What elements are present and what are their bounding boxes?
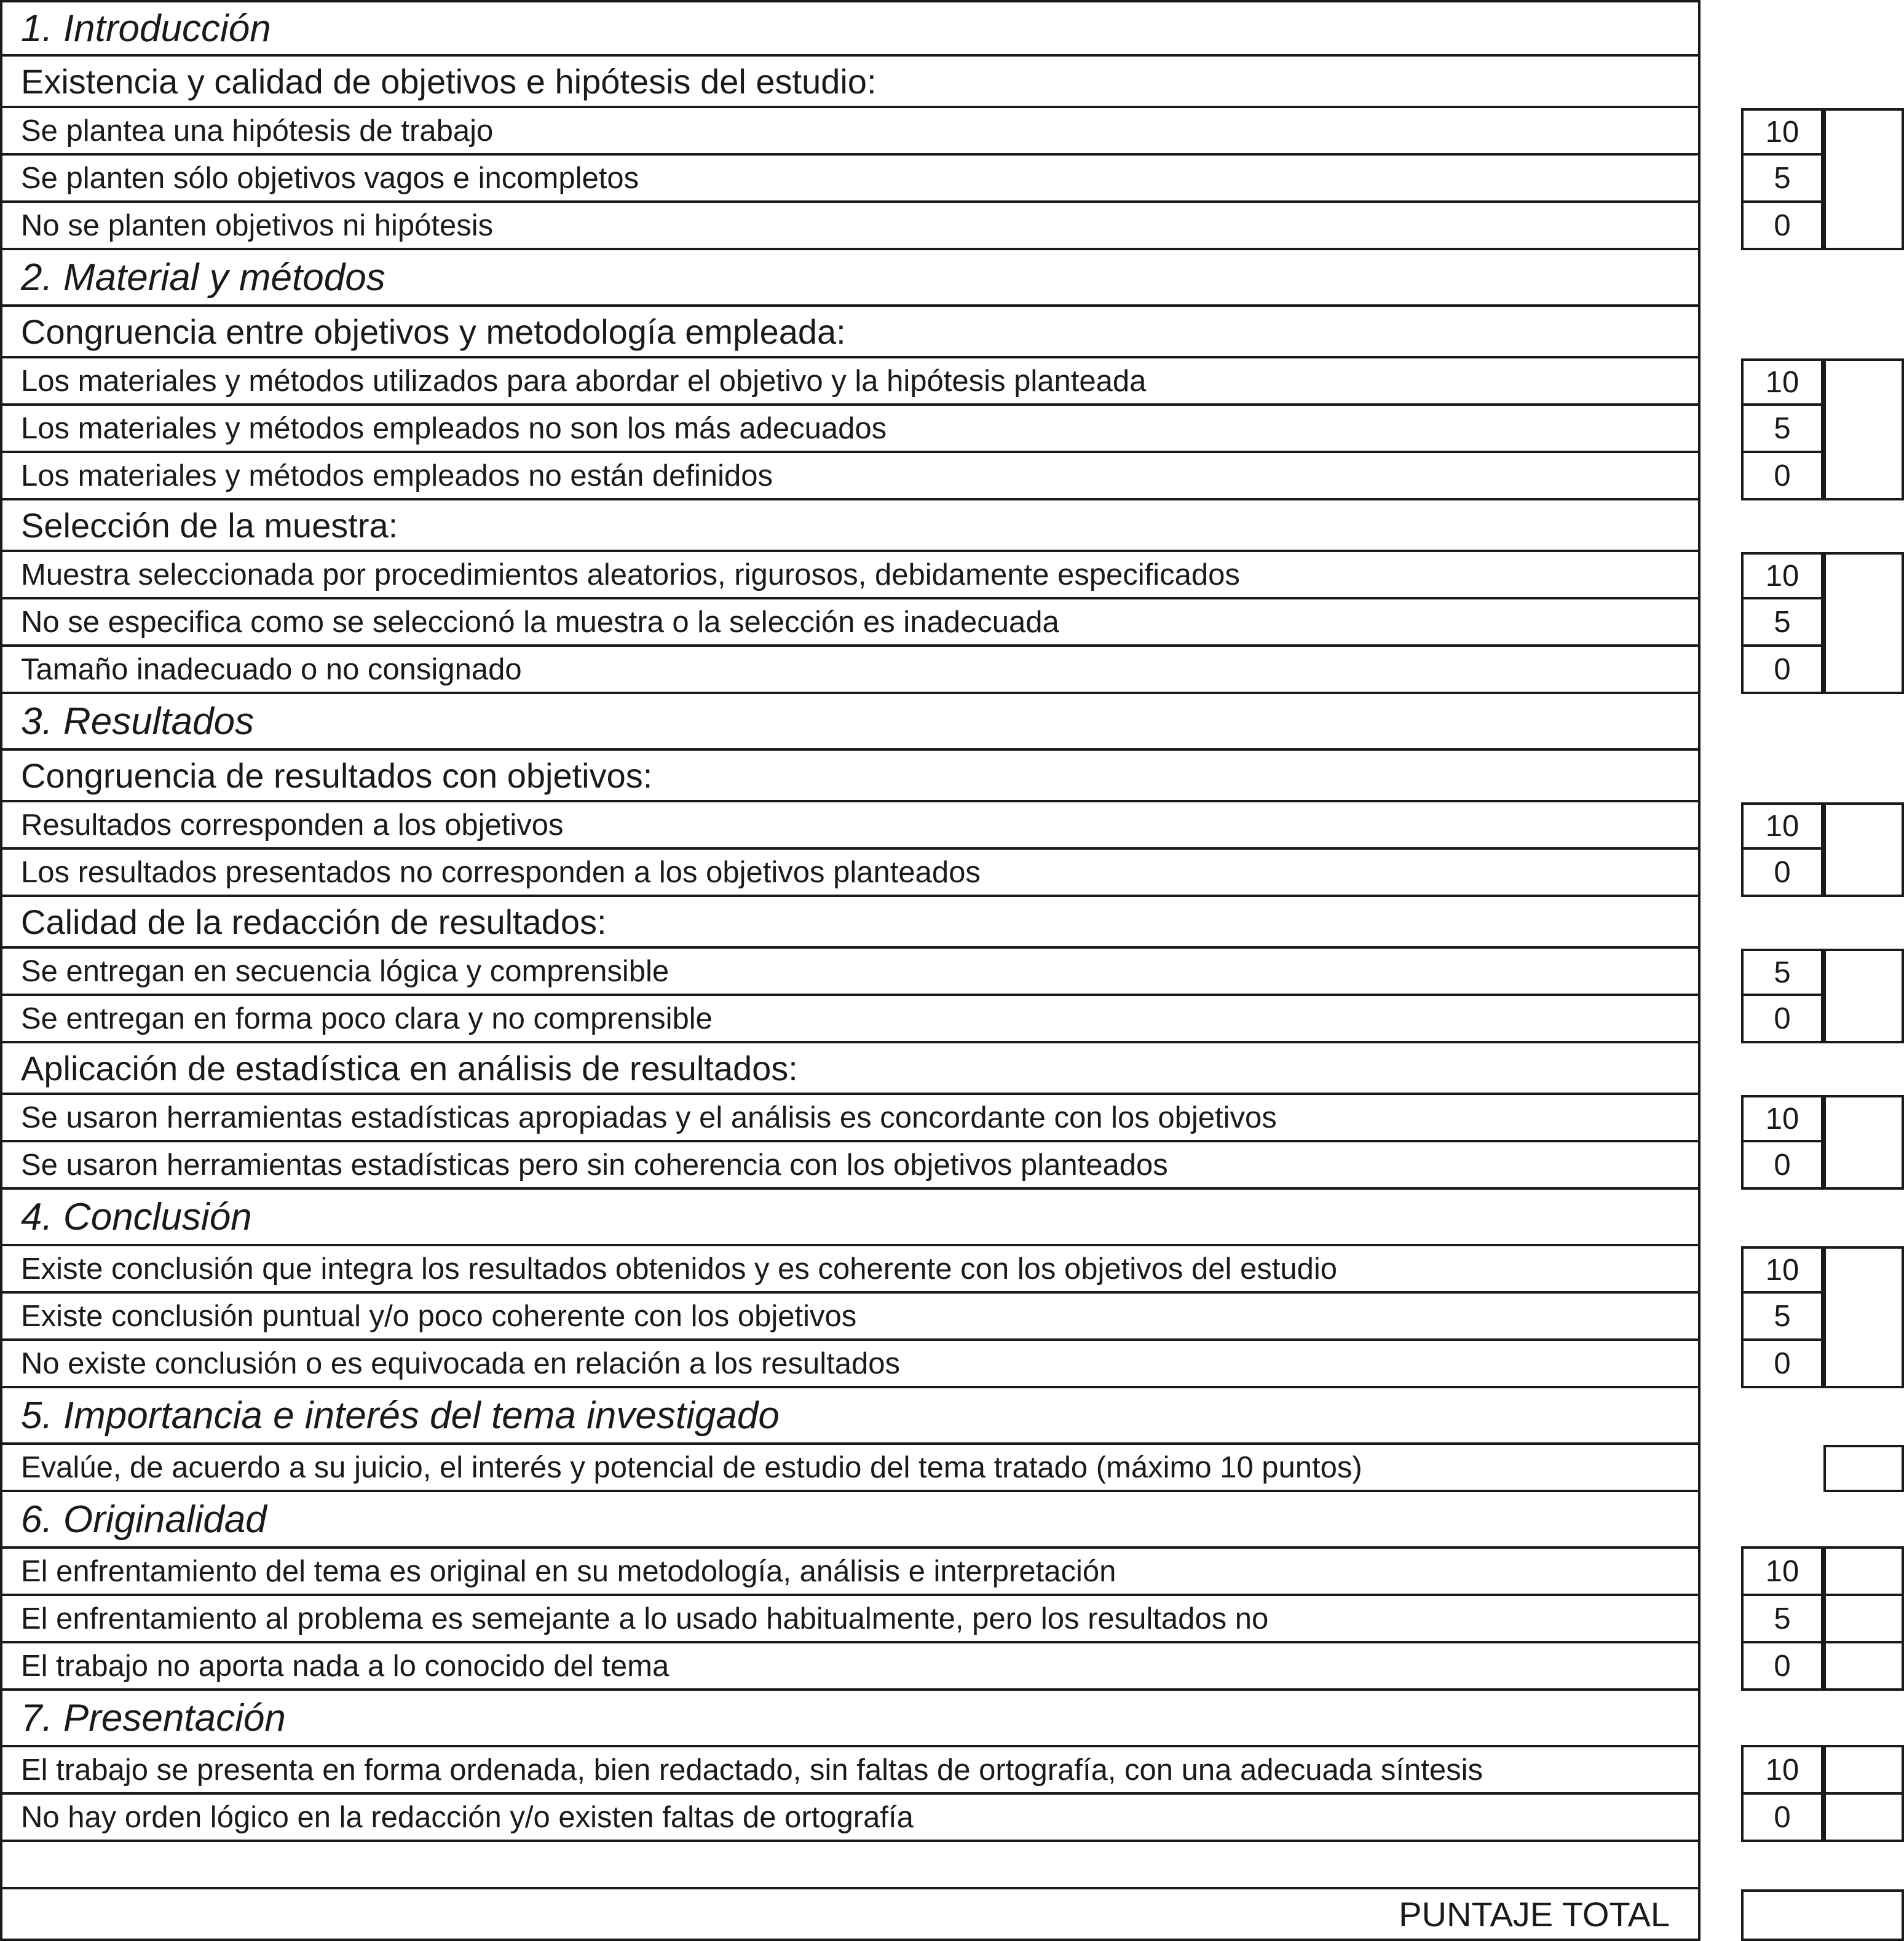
criterion-option-row <box>0 1294 1904 1341</box>
row-text: Existe conclusión que integra los resultados obtenidos y es coherente con los objetivos del estudio <box>21 1252 1337 1286</box>
label-cell <box>0 1792 1701 1842</box>
label-cell <box>0 1338 1701 1388</box>
row-text: Calidad de la redacción de resultados: <box>21 902 607 941</box>
label-cell <box>0 1688 1701 1747</box>
score-value: 10 <box>1741 108 1823 156</box>
row-text: Se usaron herramientas estadísticas apropiadas y el análisis es concordante con los objetivos <box>21 1101 1277 1134</box>
row-text: Congruencia entre objetivos y metodología empleada: <box>21 312 846 351</box>
row-text: 4. Conclusión <box>21 1195 252 1238</box>
row-text: No existe conclusión o es equivocada en relación a los resultados <box>21 1346 901 1380</box>
score-input-box[interactable] <box>1823 949 1904 1043</box>
label-cell <box>0 1291 1701 1341</box>
score-value: 10 <box>1741 1095 1823 1142</box>
section-heading <box>0 1190 1904 1246</box>
label-cell <box>0 1244 1701 1294</box>
label-cell <box>0 946 1701 996</box>
label-cell <box>0 498 1701 552</box>
score-value: 5 <box>1741 403 1823 453</box>
score-input-box[interactable] <box>1823 802 1904 897</box>
criterion-option-row <box>0 1643 1904 1691</box>
label-cell <box>0 200 1701 250</box>
label-cell <box>0 1887 1701 1941</box>
label-cell <box>0 106 1701 156</box>
criterion-heading <box>0 57 1904 108</box>
score-value: 0 <box>1741 1641 1823 1691</box>
blank-row <box>0 1842 1904 1889</box>
criterion-option-row <box>0 996 1904 1043</box>
row-text: Selección de la muestra: <box>21 505 398 545</box>
row-text: El enfrentamiento del tema es original en su metodología, análisis e interpretación <box>21 1554 1116 1588</box>
row-text: No hay orden lógico en la redacción y/o existen faltas de ortografía <box>21 1800 914 1834</box>
criterion-option-row <box>0 1341 1904 1388</box>
score-value: 0 <box>1741 644 1823 694</box>
score-input-box[interactable] <box>1823 1246 1904 1388</box>
score-value: 5 <box>1741 597 1823 647</box>
row-text: 6. Originalidad <box>21 1498 267 1541</box>
criterion-option-row <box>0 552 1904 599</box>
score-input-box[interactable] <box>1823 108 1904 250</box>
row-text: Tamaño inadecuado o no consignado <box>21 652 522 686</box>
label-cell <box>0 248 1701 307</box>
criterion-option-row <box>0 850 1904 897</box>
criterion-option-row <box>0 1142 1904 1190</box>
score-value: 10 <box>1741 358 1823 406</box>
score-value: 10 <box>1741 1246 1823 1294</box>
criterion-option-row <box>0 949 1904 996</box>
score-input-box[interactable] <box>1823 1546 1904 1596</box>
score-value: 0 <box>1741 847 1823 897</box>
row-text: No se especifica como se seleccionó la muestra o la selección es inadecuada <box>21 605 1059 639</box>
score-value: 10 <box>1741 1546 1823 1596</box>
row-text: Los materiales y métodos empleados no están definidos <box>21 459 773 492</box>
score-value: 5 <box>1741 949 1823 996</box>
row-text: 2. Material y métodos <box>21 256 385 299</box>
score-value: 0 <box>1741 1140 1823 1190</box>
row-text: Se entregan en forma poco clara y no comprensible <box>21 1002 713 1035</box>
label-cell <box>0 692 1701 751</box>
section-heading <box>0 0 1904 57</box>
label-cell <box>0 451 1701 500</box>
criterion-option-row <box>0 802 1904 850</box>
criterion-option-row <box>0 647 1904 694</box>
label-cell <box>0 800 1701 850</box>
label-cell <box>0 748 1701 802</box>
label-cell <box>0 1140 1701 1190</box>
section-heading <box>0 1691 1904 1747</box>
section-heading <box>0 1388 1904 1445</box>
criterion-option-row <box>0 358 1904 406</box>
label-cell <box>0 1490 1701 1549</box>
row-text: Existencia y calidad de objetivos e hipótesis del estudio: <box>21 61 877 101</box>
label-cell <box>0 0 1701 57</box>
score-input-box[interactable] <box>1823 1641 1904 1691</box>
row-text: Los resultados presentados no corresponden a los objetivos planteados <box>21 855 981 889</box>
criterion-heading <box>0 307 1904 358</box>
row-text: Existe conclusión puntual y/o poco coherente con los objetivos <box>21 1299 857 1333</box>
criterion-option-row <box>0 1596 1904 1643</box>
row-text: El trabajo no aporta nada a lo conocido del tema <box>21 1649 670 1683</box>
row-text: 3. Resultados <box>21 700 255 743</box>
score-value: 10 <box>1741 1745 1823 1795</box>
criterion-option-row <box>0 1246 1904 1294</box>
criterion-heading <box>0 1043 1904 1095</box>
label-cell <box>0 1041 1701 1095</box>
score-value: 0 <box>1741 994 1823 1043</box>
row-text: Congruencia de resultados con objetivos: <box>21 756 653 795</box>
row-text: Se entregan en secuencia lógica y comprensible <box>21 954 670 988</box>
label-cell <box>0 550 1701 599</box>
label-cell <box>0 1641 1701 1691</box>
criterion-option-row <box>0 203 1904 250</box>
label-cell <box>0 1594 1701 1643</box>
label-cell <box>0 304 1701 358</box>
label-cell <box>0 1386 1701 1445</box>
label-cell <box>0 644 1701 694</box>
row-text: Evalúe, de acuerdo a su juicio, el interés y potencial de estudio del tema tratado (máximo 10 puntos) <box>21 1450 1362 1484</box>
score-value: 0 <box>1741 451 1823 500</box>
row-text: Los materiales y métodos utilizados para abordar el objetivo y la hipótesis planteada <box>21 364 1147 398</box>
criterion-option-row <box>0 1747 1904 1795</box>
section-heading <box>0 250 1904 307</box>
section-heading <box>0 694 1904 751</box>
score-input-box[interactable] <box>1823 358 1904 500</box>
row-text: 7. Presentación <box>21 1696 286 1739</box>
score-input-box[interactable] <box>1823 1745 1904 1795</box>
total-row <box>0 1889 1904 1941</box>
row-text: Se planten sólo objetivos vagos e incompletos <box>21 161 639 195</box>
section-heading <box>0 1492 1904 1549</box>
score-input-box[interactable] <box>1823 1594 1904 1643</box>
score-input-box[interactable] <box>1823 1792 1904 1842</box>
label-cell <box>0 1546 1701 1596</box>
score-value: 10 <box>1741 552 1823 599</box>
score-input-box[interactable] <box>1823 1095 1904 1190</box>
label-cell <box>0 1093 1701 1142</box>
score-value: 10 <box>1741 802 1823 850</box>
score-value: 0 <box>1741 200 1823 250</box>
row-text: Se plantea una hipótesis de trabajo <box>21 114 494 148</box>
score-value: 5 <box>1741 1291 1823 1341</box>
label-cell <box>0 54 1701 108</box>
row-text: Se usaron herramientas estadísticas pero sin coherencia con los objetivos planteados <box>21 1148 1168 1182</box>
score-value: 5 <box>1741 153 1823 203</box>
total-score-box[interactable] <box>1741 1889 1904 1941</box>
criterion-option-row <box>0 108 1904 156</box>
criterion-heading <box>0 500 1904 552</box>
label-cell <box>0 597 1701 647</box>
label-cell <box>0 1187 1701 1246</box>
criterion-option-row <box>0 1445 1904 1492</box>
row-text: 5. Importancia e interés del tema investigado <box>21 1394 780 1437</box>
score-value: 0 <box>1741 1338 1823 1388</box>
label-cell <box>0 403 1701 453</box>
score-value: 0 <box>1741 1792 1823 1842</box>
criterion-heading <box>0 751 1904 802</box>
label-cell <box>0 356 1701 406</box>
row-text: Muestra seleccionada por procedimientos aleatorios, rigurosos, debidamente especificados <box>21 558 1240 591</box>
row-text: Resultados corresponden a los objetivos <box>21 808 564 842</box>
label-cell <box>0 1442 1701 1492</box>
label-cell <box>0 1840 1701 1889</box>
criterion-option-row <box>0 453 1904 500</box>
label-cell <box>0 895 1701 949</box>
row-text: No se planten objetivos ni hipótesis <box>21 208 494 242</box>
row-text: El enfrentamiento al problema es semejante a lo usado habitualmente, pero los resultados no <box>21 1602 1269 1635</box>
score-input-box[interactable] <box>1823 1445 1904 1492</box>
criterion-heading <box>0 897 1904 949</box>
criterion-option-row <box>0 406 1904 453</box>
criterion-option-row <box>0 599 1904 647</box>
criterion-option-row <box>0 1795 1904 1842</box>
label-cell <box>0 153 1701 203</box>
row-text: Los materiales y métodos empleados no son los más adecuados <box>21 411 887 445</box>
row-text: El trabajo se presenta en forma ordenada, bien redactado, sin faltas de ortografía, con una adecuada síntesis <box>21 1753 1483 1787</box>
total-label: PUNTAJE TOTAL <box>1399 1894 1670 1934</box>
criterion-option-row <box>0 1095 1904 1142</box>
row-text: Aplicación de estadística en análisis de resultados: <box>21 1048 798 1088</box>
label-cell <box>0 1745 1701 1795</box>
criterion-option-row <box>0 156 1904 203</box>
row-text: 1. Introducción <box>21 7 271 50</box>
label-cell <box>0 994 1701 1043</box>
criterion-option-row <box>0 1549 1904 1596</box>
score-input-box[interactable] <box>1823 552 1904 694</box>
score-value: 5 <box>1741 1594 1823 1643</box>
label-cell <box>0 847 1701 897</box>
